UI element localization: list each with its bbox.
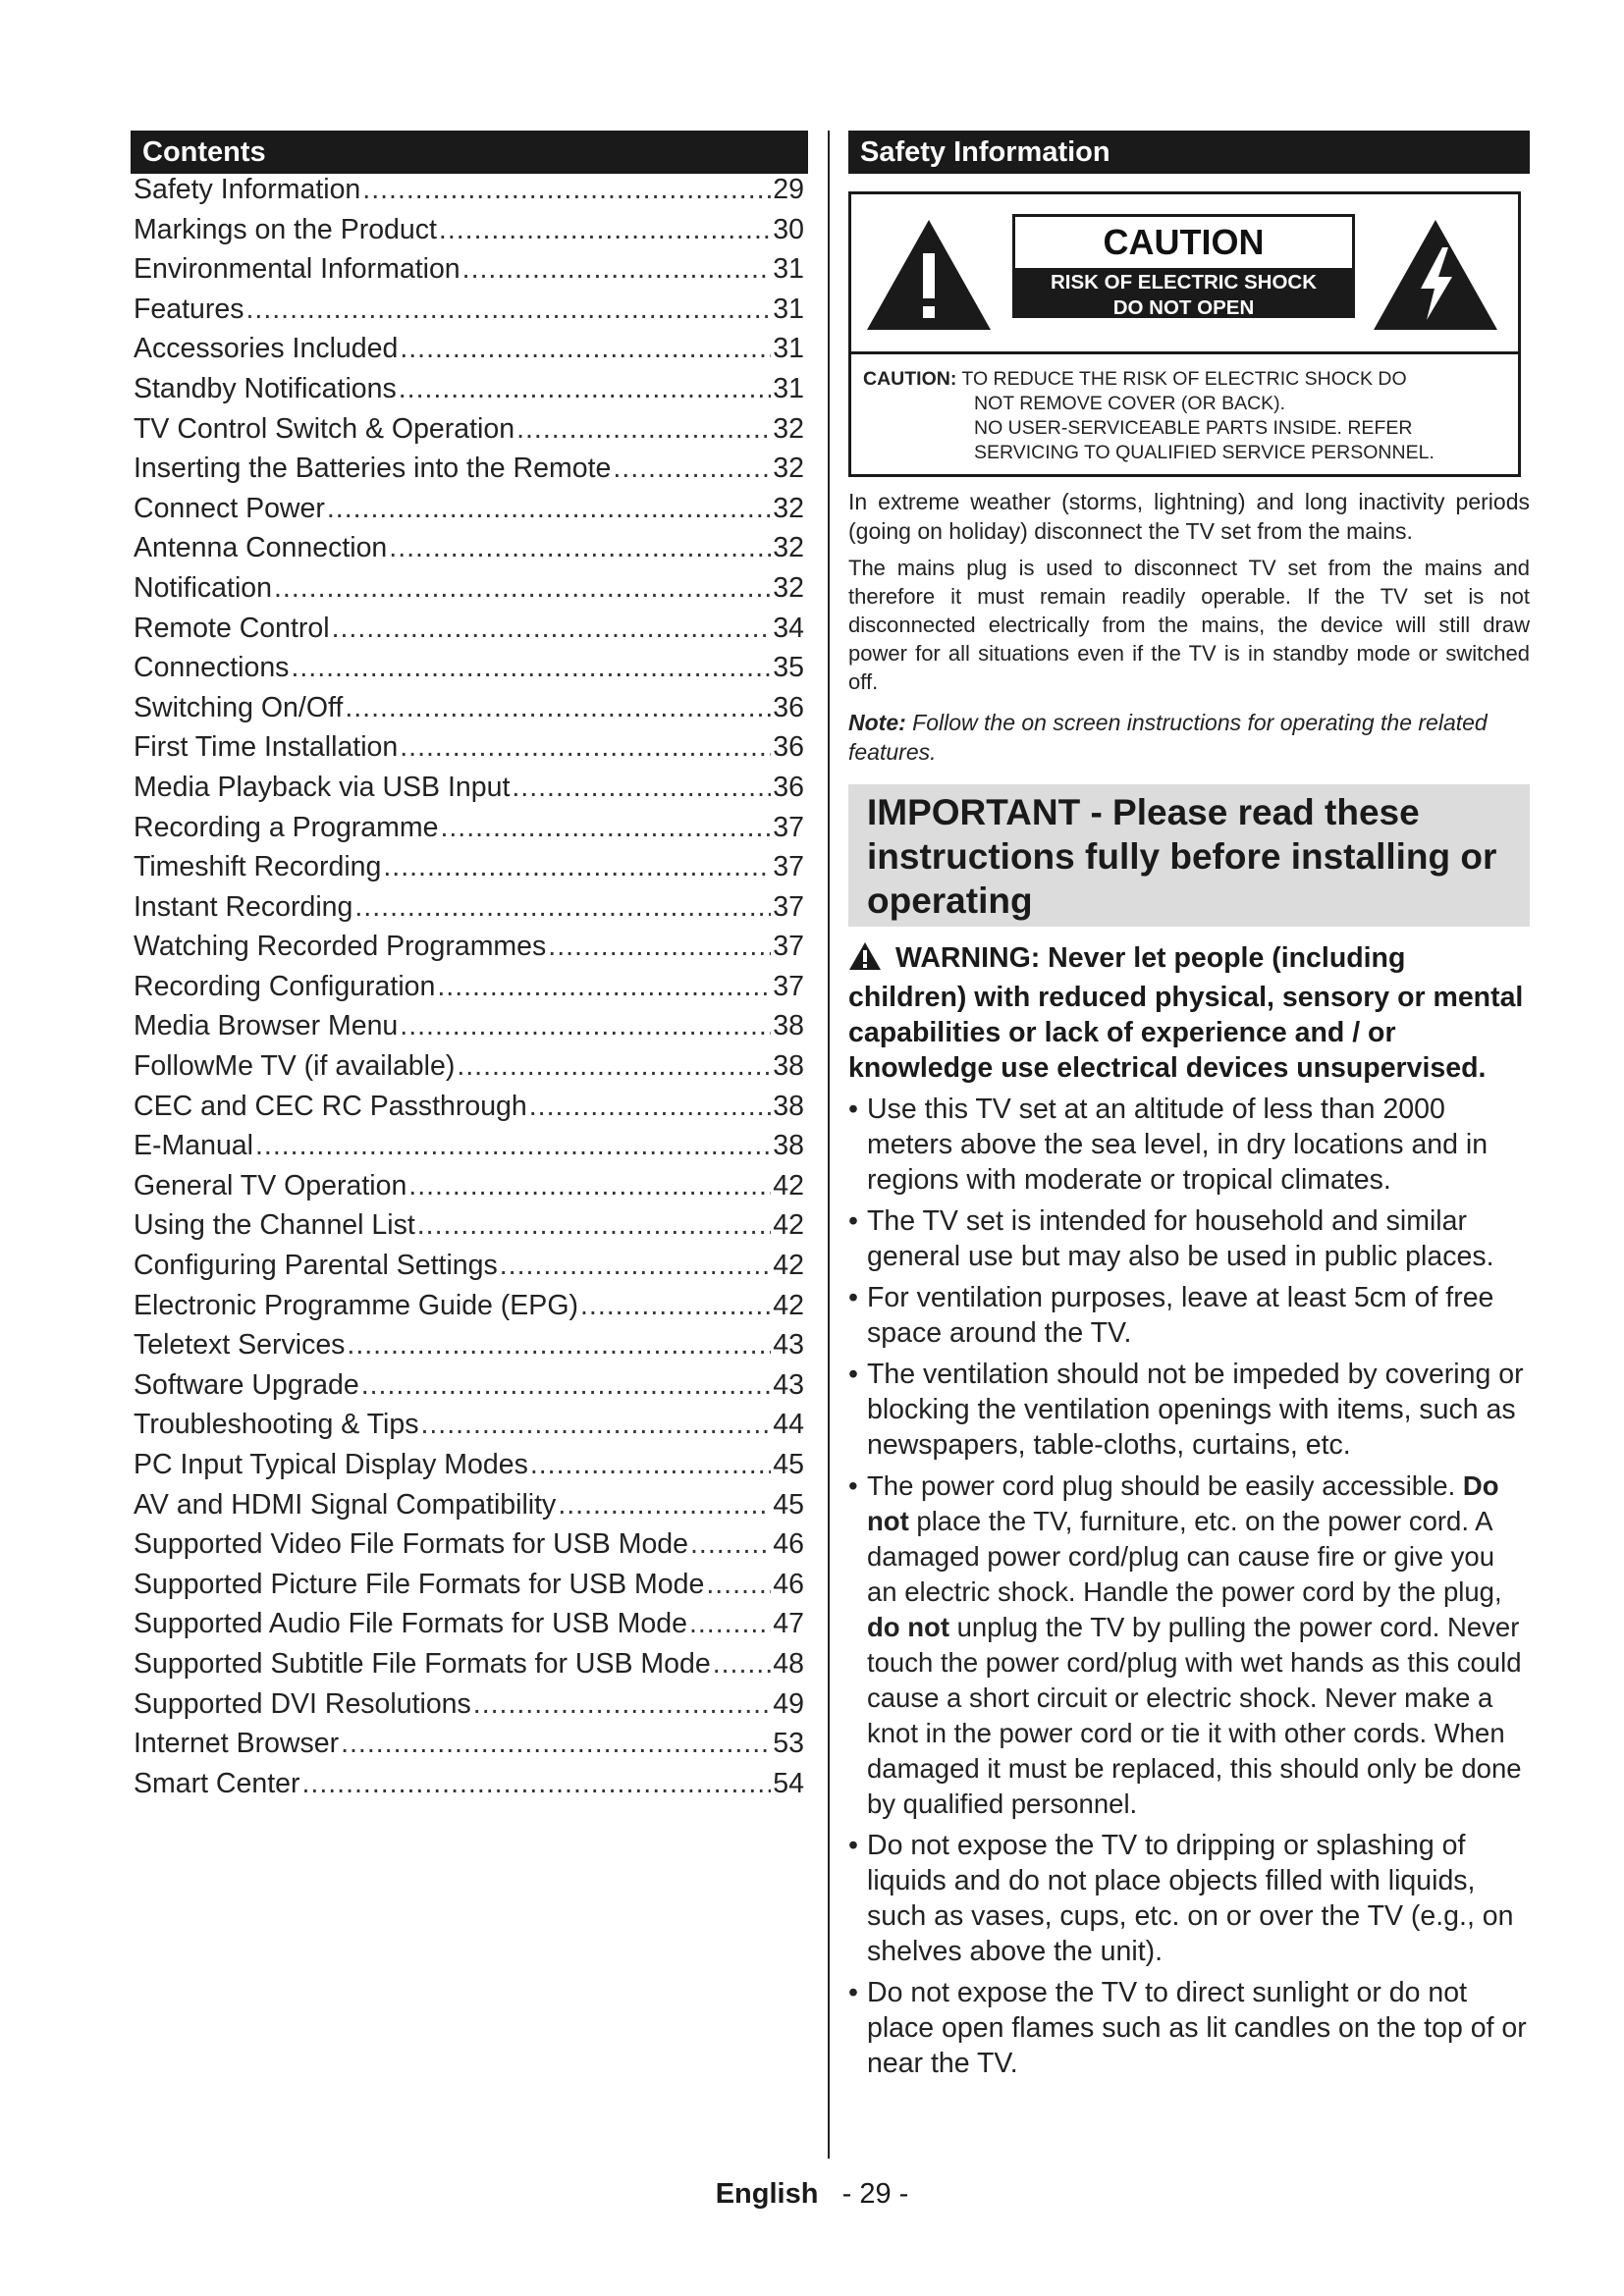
toc-entry [131, 1569, 808, 1609]
caution-center-box [1012, 214, 1355, 318]
contents-list [131, 174, 808, 1807]
caution-label-box [848, 191, 1521, 477]
toc-leader-dots [580, 1290, 771, 1322]
toc-entry-page: 32 [773, 571, 804, 604]
toc-entry-page: 48 [773, 1647, 804, 1680]
toc-entry-page: 30 [773, 213, 804, 245]
toc-entry [131, 851, 808, 891]
toc-entry-page: 42 [773, 1250, 804, 1282]
toc-entry [131, 1688, 808, 1729]
caution-subtitle [1015, 268, 1352, 319]
caution-text-label: CAUTION: [863, 368, 957, 390]
footer-page-number: - 29 - [841, 2178, 909, 2210]
toc-entry [131, 1608, 808, 1648]
toc-entry-page: 29 [773, 174, 804, 205]
toc-entry-title: Connections [134, 652, 290, 684]
toc-leader-dots [291, 652, 771, 684]
caution-line-1: CAUTION: TO REDUCE THE RISK OF ELECTRIC SHOCK DO [863, 368, 1407, 390]
toc-leader-dots [408, 1170, 771, 1202]
toc-entry [131, 174, 808, 214]
toc-entry-title: Media Browser Menu [134, 1010, 399, 1042]
toc-entry-page: 38 [773, 1010, 804, 1042]
safety-bullet-list [848, 1092, 1530, 2081]
toc-leader-dots [361, 1369, 772, 1402]
toc-entry-page: 45 [773, 1488, 804, 1521]
caution-sub-line1: RISK OF ELECTRIC SHOCK [1050, 271, 1318, 294]
toc-leader-dots [400, 1010, 771, 1042]
toc-entry-page: 37 [773, 890, 804, 923]
toc-leader-dots [500, 1250, 772, 1282]
toc-entry-page: 47 [773, 1608, 804, 1640]
toc-entry-page: 38 [773, 1090, 804, 1122]
toc-entry-page: 54 [773, 1767, 804, 1799]
caution-line-4: SERVICING TO QUALIFIED SERVICE PERSONNEL. [974, 442, 1435, 463]
toc-leader-dots [362, 174, 771, 206]
toc-entry [131, 373, 808, 413]
toc-entry-title: Standby Notifications [134, 372, 397, 404]
toc-entry [131, 493, 808, 533]
toc-entry-title: PC Input Typical Display Modes [134, 1449, 528, 1480]
toc-entry-title: Inserting the Batteries into the Remote [134, 453, 612, 485]
toc-leader-dots [706, 1569, 771, 1601]
toc-entry-title: Smart Center [134, 1767, 300, 1799]
toc-entry-page: 44 [773, 1409, 804, 1441]
toc-entry-title: Using the Channel List [134, 1209, 415, 1242]
toc-entry-page: 36 [773, 691, 804, 723]
toc-leader-dots [530, 1449, 771, 1481]
toc-entry [131, 731, 808, 772]
toc-leader-dots [613, 453, 771, 485]
bullet-power-cord: • The power cord plug should be easily accessible. Do not place the TV, furniture, etc. on the power cord. A damaged power cord/plug can cause fire or give you an electric shock. Handle the power cord by the plug, do not unplug the TV by pulling the power cord. Never touch the power cord/plug with wet hands as this could cause a short circuit or electric shock. Never make a knot in the power cord or tie it with other cords. When damaged it must be replaced, this should only be done by qualified personnel. [848, 1468, 1530, 1822]
toc-entry [131, 971, 808, 1011]
toc-entry [131, 1648, 808, 1688]
toc-entry-page: 34 [773, 612, 804, 644]
toc-entry [131, 1528, 808, 1569]
toc-entry-page: 36 [773, 771, 804, 803]
toc-leader-dots [529, 1091, 772, 1123]
caution-top-panel [851, 194, 1518, 354]
toc-entry [131, 1091, 808, 1131]
toc-entry-title: Supported Subtitle File Formats for USB Mode [134, 1647, 711, 1680]
toc-leader-dots [400, 333, 771, 365]
toc-entry-page: 31 [773, 253, 804, 286]
toc-entry [131, 453, 808, 493]
toc-entry [131, 413, 808, 454]
toc-entry [131, 1728, 808, 1768]
bullet-altitude: • Use this TV set at an altitude of less than 2000 meters above the sea level, in dry locations and in regions with moderate or tropical climates. [848, 1092, 1530, 1198]
toc-leader-dots [327, 493, 771, 525]
toc-entry-title: Troubleshooting & Tips [134, 1409, 419, 1441]
toc-leader-dots [713, 1648, 772, 1681]
toc-entry-page: 32 [773, 453, 804, 485]
toc-entry-title: Internet Browser [134, 1728, 340, 1760]
mains-plug-paragraph: The mains plug is used to disconnect TV set from the mains and therefore it must remain readily operable. If the TV set is not disconnected electrically from the mains, the device will still draw power for all situations even if the TV is in standby mode or switched off. [848, 556, 1530, 694]
toc-leader-dots [473, 1688, 772, 1721]
toc-entry-title: Configuring Parental Settings [134, 1250, 498, 1282]
toc-entry [131, 1170, 808, 1210]
toc-entry-title: Switching On/Off [134, 691, 344, 723]
toc-leader-dots [255, 1130, 771, 1162]
toc-entry-title: General TV Operation [134, 1169, 407, 1201]
toc-entry-title: Supported DVI Resolutions [134, 1687, 471, 1720]
toc-entry [131, 1130, 808, 1170]
toc-entry-title: Markings on the Product [134, 213, 437, 245]
footer-language: English [715, 2178, 819, 2210]
note-paragraph [848, 708, 1530, 767]
toc-entry-page: 36 [773, 731, 804, 764]
toc-entry [131, 1369, 808, 1410]
warning-triangle-icon [848, 941, 882, 980]
toc-entry-page: 53 [773, 1728, 804, 1760]
contents-column [131, 131, 808, 1807]
toc-entry-page: 38 [773, 1130, 804, 1162]
toc-entry [131, 333, 808, 373]
toc-entry-page: 32 [773, 532, 804, 564]
toc-leader-dots [399, 373, 772, 405]
toc-entry-title: Media Playback via USB Input [134, 771, 511, 803]
toc-entry-title: Supported Picture File Formats for USB Mode [134, 1568, 705, 1600]
bullet-household-use: • The TV set is intended for household and similar general use but may also be used in public places. [848, 1203, 1530, 1274]
toc-leader-dots [437, 971, 771, 1003]
toc-entry [131, 1010, 808, 1050]
toc-entry-title: Recording Configuration [134, 970, 436, 1002]
toc-leader-dots [332, 613, 772, 645]
toc-entry-page: 46 [773, 1568, 804, 1600]
toc-entry-title: Antenna Connection [134, 532, 388, 564]
toc-entry [131, 812, 808, 852]
toc-entry [131, 613, 808, 653]
toc-entry-title: E-Manual [134, 1130, 253, 1162]
toc-entry [131, 1050, 808, 1091]
caution-text [863, 367, 1435, 465]
toc-entry [131, 532, 808, 572]
toc-entry-title: Features [134, 293, 244, 325]
toc-entry-title: TV Control Switch & Operation [134, 412, 515, 445]
toc-entry [131, 931, 808, 971]
toc-entry [131, 1768, 808, 1808]
toc-leader-dots [245, 294, 771, 326]
toc-leader-dots [440, 812, 771, 844]
toc-entry-title: Software Upgrade [134, 1368, 359, 1401]
toc-entry-title: Accessories Included [134, 333, 399, 365]
toc-entry-page: 38 [773, 1050, 804, 1083]
bullet-sunlight: • Do not expose the TV to direct sunlight or do not place open flames such as lit candles on the top of or near the TV. [848, 1975, 1530, 2081]
toc-entry-page: 46 [773, 1528, 804, 1561]
toc-entry-page: 32 [773, 492, 804, 524]
toc-leader-dots [690, 1528, 771, 1561]
important-text: IMPORTANT - Please read these instructions fully before installing or operating [867, 792, 1497, 921]
toc-leader-dots [389, 532, 771, 564]
toc-entry-page: 35 [773, 652, 804, 684]
bullet-ventilation-space: • For ventilation purposes, leave at least 5cm of free space around the TV. [848, 1280, 1530, 1351]
toc-leader-dots [457, 1050, 771, 1083]
toc-entry-page: 37 [773, 931, 804, 963]
toc-entry-title: Electronic Programme Guide (EPG) [134, 1289, 578, 1321]
toc-entry-title: Supported Video File Formats for USB Mode [134, 1528, 688, 1561]
toc-entry-title: Timeshift Recording [134, 851, 382, 883]
note-text: Follow the on screen instructions for operating the related features. [848, 710, 1488, 765]
toc-entry-title: Environmental Information [134, 253, 460, 286]
toc-entry-page: 42 [773, 1209, 804, 1242]
toc-entry-page: 31 [773, 293, 804, 325]
caution-sub-line2: DO NOT OPEN [1112, 296, 1255, 319]
toc-entry [131, 772, 808, 812]
toc-leader-dots [345, 692, 771, 724]
warning-text: WARNING: Never let people (including children) with reduced physical, sensory or mental capabilities or lack of experience and / or knowledge use electrical devices unsupervised. [848, 942, 1524, 1084]
lightning-bolt-icon [1372, 218, 1499, 332]
toc-entry-title: Safety Information [134, 174, 361, 205]
bullet-ventilation-openings: • The ventilation should not be impeded by covering or blocking the ventilation openings with items, such as newspapers, table-cloths, curtains, etc. [848, 1357, 1530, 1463]
toc-entry [131, 1209, 808, 1250]
toc-entry-title: CEC and CEC RC Passthrough [134, 1090, 527, 1122]
toc-entry [131, 1290, 808, 1330]
toc-entry [131, 572, 808, 613]
toc-entry [131, 253, 808, 294]
caution-line-2: NOT REMOVE COVER (OR BACK). [974, 393, 1286, 414]
toc-entry-title: Notification [134, 571, 272, 604]
toc-entry-page: 43 [773, 1368, 804, 1401]
toc-entry-page: 43 [773, 1329, 804, 1362]
toc-entry-title: Supported Audio File Formats for USB Mode [134, 1608, 687, 1640]
toc-leader-dots [689, 1608, 771, 1640]
toc-leader-dots [512, 772, 771, 804]
toc-entry [131, 1329, 808, 1369]
toc-entry-title: Connect Power [134, 492, 325, 524]
safety-column [848, 131, 1530, 2087]
page-footer [0, 2178, 1624, 2211]
toc-entry-page: 31 [773, 372, 804, 404]
note-label: Note: [848, 710, 906, 735]
toc-entry-page: 45 [773, 1449, 804, 1480]
toc-entry-title: Instant Recording [134, 890, 353, 923]
toc-entry-page: 37 [773, 970, 804, 1002]
toc-entry-page: 32 [773, 412, 804, 445]
caution-title: CAUTION [1103, 222, 1265, 262]
toc-leader-dots [400, 731, 771, 764]
toc-entry [131, 1489, 808, 1529]
toc-entry-page: 31 [773, 333, 804, 365]
toc-leader-dots [301, 1768, 771, 1800]
toc-entry [131, 1409, 808, 1449]
toc-entry-page: 42 [773, 1169, 804, 1201]
toc-leader-dots [462, 253, 772, 286]
toc-leader-dots [417, 1209, 772, 1242]
column-divider [828, 131, 830, 2159]
toc-entry [131, 891, 808, 932]
toc-entry [131, 1250, 808, 1290]
toc-entry-page: 42 [773, 1289, 804, 1321]
bullet-liquids: • Do not expose the TV to dripping or splashing of liquids and do not place objects filled with liquids, such as vases, cups, etc. on or over the TV (e.g., on shelves above the unit). [848, 1828, 1530, 1969]
warning-paragraph [848, 940, 1530, 1086]
toc-leader-dots [274, 572, 771, 605]
toc-leader-dots [548, 931, 771, 963]
contents-header: Contents [131, 131, 808, 174]
toc-entry-title: AV and HDMI Signal Compatibility [134, 1488, 557, 1521]
toc-leader-dots [354, 891, 771, 924]
toc-entry-page: 37 [773, 851, 804, 883]
toc-entry [131, 1449, 808, 1489]
toc-leader-dots [516, 413, 771, 446]
toc-entry-title: Teletext Services [134, 1329, 346, 1362]
exclamation-warning-icon [865, 218, 993, 332]
toc-leader-dots [347, 1329, 771, 1362]
toc-leader-dots [558, 1489, 771, 1522]
toc-entry-page: 49 [773, 1687, 804, 1720]
toc-entry-page: 37 [773, 811, 804, 843]
toc-entry [131, 294, 808, 334]
toc-entry [131, 692, 808, 732]
toc-entry [131, 652, 808, 692]
toc-entry-title: Remote Control [134, 612, 330, 644]
toc-leader-dots [420, 1409, 771, 1441]
toc-leader-dots [383, 851, 771, 883]
toc-leader-dots [439, 214, 771, 246]
toc-entry-title: Watching Recorded Programmes [134, 931, 547, 963]
toc-entry-title: FollowMe TV (if available) [134, 1050, 456, 1083]
weather-paragraph: In extreme weather (storms, lightning) and long inactivity periods (going on holiday) disconnect the TV set from the mains. [848, 489, 1530, 544]
important-banner [848, 784, 1530, 927]
caution-line-3: NO USER-SERVICEABLE PARTS INSIDE. REFER [974, 417, 1413, 439]
toc-entry-title: Recording a Programme [134, 811, 439, 843]
toc-leader-dots [341, 1728, 771, 1760]
toc-entry-title: First Time Installation [134, 731, 399, 764]
toc-entry [131, 214, 808, 254]
safety-header: Safety Information [848, 131, 1530, 174]
